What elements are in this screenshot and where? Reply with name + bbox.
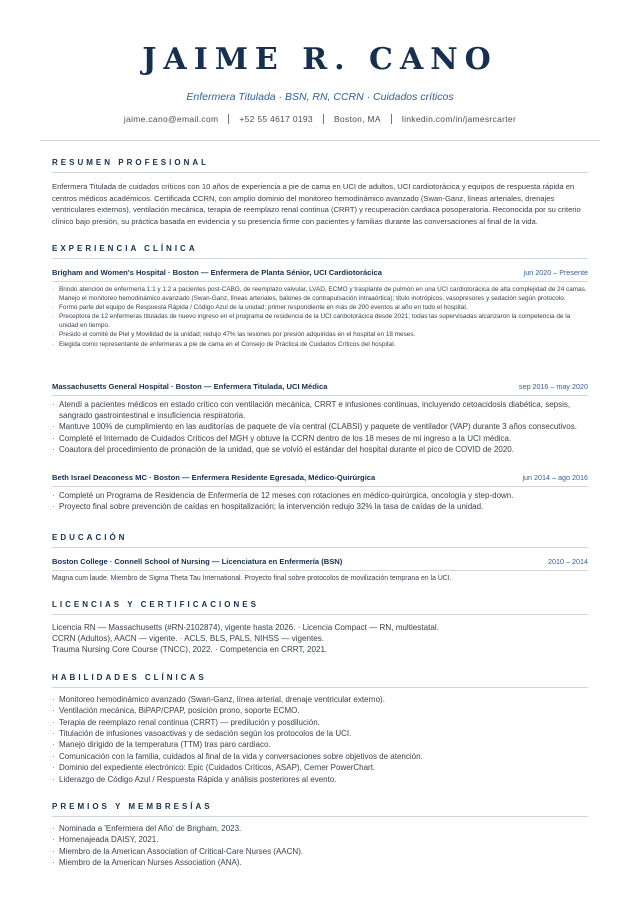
section-experience [52,244,588,513]
job-dates: jun 2020 – Presente [523,268,588,277]
candidate-tagline: Enfermera Titulada · BSN, RN, CCRN · Cuidados críticos [186,91,454,103]
list-item: · Manejo dirigido de la temperatura (TTM) tras paro cardiaco. [52,739,588,750]
job-header [52,381,588,392]
list-item: · Formo parte del equipo de Respuesta Rápida / Código Azul de la unidad; primer respondiente en más de 200 eventos al año en todo el hospital. [52,303,588,312]
license-line: CCRN (Adultos), AACN — vigente. · ACLS, BLS, PALS, NIHSS — vigentes. [52,633,324,643]
job-title: Beth Israel Deaconess MC · Boston — Enfermera Residente Egresada, Médico-Quirúrgica [52,472,376,482]
contact-separator [323,114,324,124]
list-item: · Brindo atención de enfermería 1:1 y 1:2 a pacientes post-CABG, de reemplazo valvular, LVAD, ECMO y trasplante de pulmón en una UCI cardiotorácica de alta complejidad de 24 camas. [52,285,588,294]
list-item: · Terapia de reemplazo renal continua (CRRT) — predilución y posdilución. [52,717,588,728]
job-dates: jun 2014 – ago 2016 [522,472,588,482]
section-rule [52,687,588,688]
list-item: · Liderazgo de Código Azul / Respuesta Rápida y análisis posteriores al evento. [52,774,588,785]
job-dates: sep 2016 – may 2020 [518,381,588,391]
job-header [52,472,588,483]
education-title: Boston College · Connell School of Nursing — Licenciatura en Enfermería (BSN) [52,556,343,566]
education-text: Magna cum laude. Miembro de Sigma Theta Tau International. Proyecto final sobre protocolos de movilización temprana en la UCI. [52,574,452,582]
list-item: · Comunicación con la familia, cuidados al final de la vida y conversaciones sobre objetivos de atención. [52,751,588,762]
section-rule [52,816,588,817]
section-awards [52,802,588,869]
contact-email: jaime.cano@email.com [123,114,219,124]
job-rule [52,281,588,282]
candidate-name: JAIME R. CANO [142,42,498,77]
section-summary [52,158,588,227]
contact-phone: +52 55 4617 0193 [239,114,313,124]
resume-content [52,158,588,869]
section-title: EXPERIENCIA CLÍNICA [52,244,198,253]
list-item: · Atendí a pacientes médicos en estado crítico con ventilación mecánica, CRRT e infusiones continuas, incluyendo cetoacidosis diabética, sepsis, sangrado gastrointestinal e insuficiencia respiratoria. [52,399,588,422]
section-title: PREMIOS Y MEMBRESÍAS [52,801,213,811]
license-line: Licencia RN — Massachusetts (#RN-2102874), vigente hasta 2026. · Licencia Compact — RN, multiestatal. [52,622,439,632]
list-item: · Completé el Internado de Cuidados Críticos del MGH y obtuve la CCRN dentro de los 18 meses de mi ingreso a la UCI médica. [52,433,588,444]
license-line: Trauma Nursing Core Course (TNCC), 2022. · Competencia en CRRT, 2021. [52,645,328,655]
list-item: · Homenajeada DAISY, 2021. [52,834,588,845]
contact-linkedin: linkedin.com/in/jamesrcarter [401,114,517,124]
section-title: HABILIDADES CLÍNICAS [52,672,207,682]
education-dates: 2010 – 2014 [548,556,588,566]
section-licenses [52,600,588,656]
list-item: · Ventilación mecánica, BiPAP/CPAP, posición prono, soporte ECMO. [52,705,588,716]
list-item: · Proyecto final sobre prevención de caídas en hospitalización; la intervención redujo 32% la tasa de caídas de la unidad. [52,501,588,512]
section-title: LICENCIAS Y CERTIFICACIONES [52,599,259,609]
list-item: · Miembro de la American Association of Critical-Care Nurses (AACN). [52,846,588,857]
licenses-list [52,622,588,656]
skills-list [52,694,588,785]
section-rule [52,547,588,548]
list-item: · Presido el comité de Piel y Movilidad de la unidad; redujo 47% las lesiones por presión adquiridas en el hospital en 18 meses. [52,330,588,339]
awards-list [52,823,588,869]
list-item: · Monitoreo hemodinámico avanzado (Swan-Ganz, línea arterial, drenaje ventricular externo). [52,694,588,705]
job-title: Brigham and Women's Hospital · Boston — Enfermera de Planta Sénior, UCI Cardiotorácica [52,268,382,277]
job-rule [52,395,588,396]
section-rule [52,172,588,173]
list-item: · Nominada a 'Enfermera del Año' de Brigham, 2023. [52,823,588,834]
section-education [52,533,588,584]
section-title: EDUCACIÓN [52,532,128,542]
list-item: · Manejo el monitoreo hemodinámico avanzado (Swan-Ganz, líneas arteriales, balones de contrapulsación intraaórtica); titulo inotrópicos, vasopresores y sedación según protocolo. [52,294,588,303]
job-entry [52,267,588,349]
list-item: · Elegida como representante de enfermeras a pie de cama en el Consejo de Práctica de Cuidados Críticos del hospital. [52,340,588,349]
list-item: · Dominio del expediente electrónico: Epic (Cuidados Críticos, ASAP), Cerner PowerChart. [52,762,588,773]
header-divider [40,140,600,141]
list-item: · Mantuve 100% de cumplimiento en las auditorías de paquete de vía central (CLABSI) y paquete de ventilador (VAP) durante 3 años consecutivos. [52,421,588,432]
contact-location: Boston, MA [333,114,381,124]
job-title: Massachusetts General Hospital · Boston — Enfermera Titulada, UCI Médica [52,381,328,391]
contact-separator [228,114,229,124]
job-entry [52,381,588,456]
section-title: RESUMEN PROFESIONAL [52,158,210,167]
job-bullets [52,285,588,349]
list-item: · Coautora del procedimiento de pronación de la unidad, que se volvió el estándar del hospital durante el pico de COVID de 2020. [52,444,588,455]
list-item: · Miembro de la American Nurses Association (ANA). [52,857,588,868]
list-item: · Titulación de infusiones vasoactivas y de sedación según los protocolos de la UCI. [52,728,588,739]
job-bullets [52,399,588,456]
summary-text: Enfermera Titulada de cuidados críticos con 10 años de experiencia a pie de cama en UCI de adultos, UCI cardiotorácica y equipos de respuesta rápida en centros médicos académicos. Certificada CCRN, con amplio dominio del monitoreo hemodinámico avanzado (Swan-Ganz, líneas arteriales, drenajes ventriculares externos), ventilación mecánica, terapia de reemplazo renal continua (CRRT) y recuperación cardiaca posoperatoria. Reconocida por su criterio clínico bajo presión, su práctica basada en evidencia y su presencia firme con pacientes y familias durante las conversaciones al final de la vida. [52,182,581,226]
job-entry [52,472,588,513]
education-header [52,556,588,567]
section-rule [52,258,588,259]
job-rule [52,486,588,487]
list-item: · Preceptora de 12 enfermeras tituladas de nuevo ingreso en el programa de residencia de la UCI cardiotorácica desde 2021; todas las supervisadas alcanzaron la competencia de la unidad en tiempo. [52,312,588,330]
job-header [52,267,588,278]
contact-line [0,114,640,124]
resume-header [0,0,640,124]
contact-separator [391,114,392,124]
education-rule [52,570,588,571]
list-item: · Completé un Programa de Residencia de Enfermería de 12 meses con rotaciones en médico-quirúrgica, oncología y step-down. [52,490,588,501]
section-skills [52,673,588,785]
section-rule [52,614,588,615]
job-bullets [52,490,588,513]
